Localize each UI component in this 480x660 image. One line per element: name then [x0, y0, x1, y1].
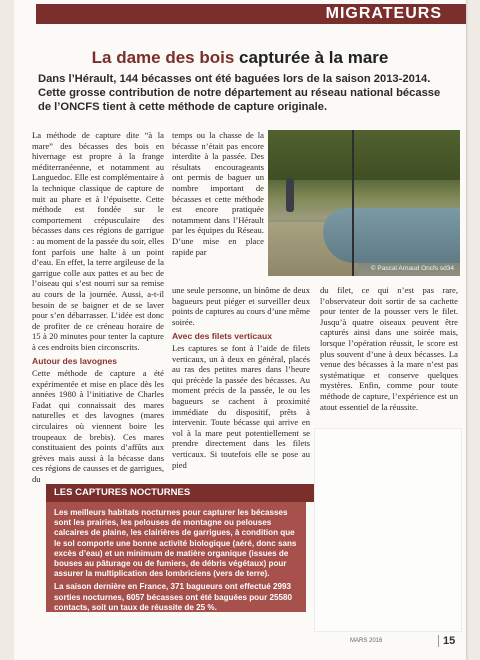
article-lead: Dans l’Hérault, 144 bécasses ont été baguées lors de la saison 2013-2014. Cette grosse contribution de notre département au réseau national bécasse de l’ONCFS tient à cette méthode de capture originale. [38, 73, 441, 113]
photo-pond [323, 208, 460, 263]
woodcock-pond-photo [268, 130, 460, 276]
photo-pole [352, 130, 354, 276]
footer-date: MARS 2016 [350, 638, 383, 644]
section-banner [36, 4, 466, 24]
title-part-1: La dame des bois [91, 48, 235, 67]
column-3 [320, 285, 458, 412]
sidebar-paragraph-2: La saison dernière en France, 371 bagueurs ont effectué 2993 sorties nocturnes, 6057 bécasses ont été baguées pour 25580 contacts, soit un taux de réussite de 25 %. [54, 582, 292, 612]
section-title: MIGRATEURS [325, 5, 442, 22]
col3-paragraph-1: du filet, ce qui n’est pas rare, l’observateur doit sortir de sa cachette pour tenter de la pousser vers le filet. Jusqu’à quatre oiseaux peuvent être capturés ainsi dans une soirée mais, lorsque l’opération réussit, le score est plus souvent d’une à deux bécasses. La venue des bécasses à la mare n’est pas systématique et conserve quelques mystères. Enfin, comme pour toute méthode de capture, l’expérience est un atout essentiel de la réussite. [320, 285, 458, 412]
col1-subheading: Autour des lavognes [32, 356, 117, 367]
title-part-2: capturée à la mare [239, 48, 389, 67]
photo-trees [268, 130, 460, 180]
col2-subheading: Avec des filets verticaux [172, 331, 272, 342]
col2-paragraph-1: temps ou la chasse de la bécasse n’était pas encore interdite à la passée. Des résultats encourageants ont permis de baguer un nombre important de bécasses et cette méthode est encore pratiquée notamment dans l’Hérault par les équipes du Réseau. D’une mise en place rapide par [172, 130, 264, 257]
col2-paragraph-2: une seule personne, un binôme de deux bagueurs peut piéger et surveiller deux points de captures au cours d’une même soirée. [172, 285, 310, 327]
article-title [14, 48, 466, 68]
photo-credit: © Pascal Arnaud Oncfs sd34 [370, 265, 454, 272]
column-2-top [172, 130, 264, 257]
page-number: 15 [438, 635, 455, 647]
sidebar-box [46, 502, 306, 612]
column-1 [32, 130, 164, 485]
magazine-page [14, 0, 466, 660]
sidebar-paragraph-1: Les meilleurs habitats nocturnes pour capturer les bécasses sont les prairies, les pelouses de montagne ou pelouses calcaires de plaine, les clairières de garrigues, à condition que le sol comporte une bonne activité biologique (aéré, donc sans excès d’eau) et un minimum de matière organique (issues de bouses au pâturage ou de fumiers, de débris végétaux) pour assurer la multiplication des lombriciens (vers de terre). [54, 508, 297, 579]
col1-paragraph-1: La méthode de capture dite “à la mare” des bécasses des bois en hivernage est propre à la frange méditerranéenne, et notamment au Languedoc. Elle est complémentaire à la technique classique de capture de nuit au phare et à l’épuisette. Cette méthode est fondée sur le comportement crépusculaire des bécasses dans ces régions de garrigue : au moment de la passée du soir, elles font parfois une halte à un point d’eau. En effet, la terre argileuse de la garrigue colle aux pattes et au bec de l’oiseau qui s’est nourri sur sa remise au cours de la journée. Aussi, a-t-il besoin de se baigner et de se laver pour s’en débarrasser. L’idée est donc de profiter de ce créneau horaire de 15 à 20 minutes pour tenter la capture à ces endroits bien circonscrits. [32, 130, 164, 352]
sidebar-title: LES CAPTURES NOCTURNES [46, 484, 314, 502]
blank-area [314, 428, 462, 632]
photo-person [286, 178, 294, 212]
column-2-bottom [172, 285, 310, 470]
col1-paragraph-2: Cette méthode de capture a été expérimentée et mise en place dès les années 1980 à l’initiative de Charles Fadat qui connaissait des mares naturelles et des lavognes (mares circulaires où viennent boire les troupeaux de brebis). Ces mares constituaient des points d’affûts aux grèves mais aussi à la bécasse dans ces régions de causses et de garrigues, du [32, 368, 164, 484]
col2-paragraph-3: Les captures se font à l’aide de filets verticaux, un à deux en général, placés au ras des petites mares dans l’heure qui précède la passée des bécasses. Au moment précis de la passée, le ou les bagueurs se cachent à proximité immédiate du dispositif, prêts à intervenir. Toute bécasse qui arrive en vol à la mare peut potentiellement se prendre directement dans les filets verticaux. Si toutefois elle se pose au pied [172, 342, 310, 470]
